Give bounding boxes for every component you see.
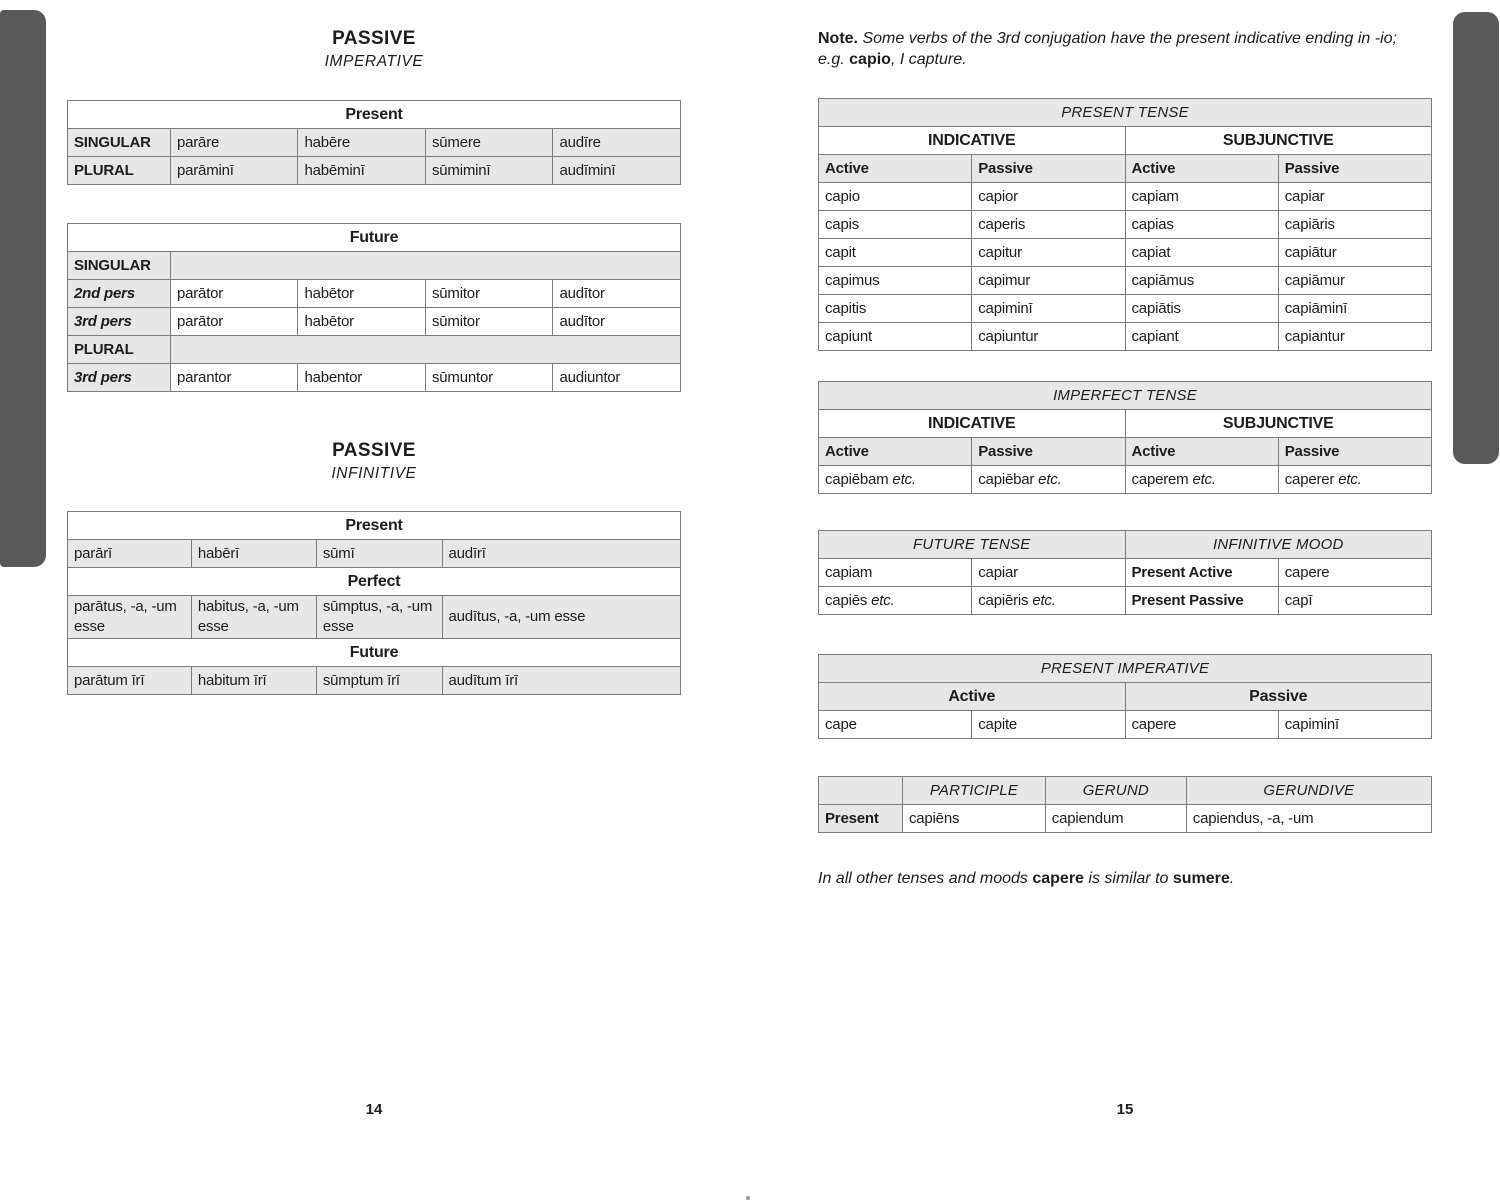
page-number-left: 14 [365,1101,383,1118]
text-segment: . [1229,870,1235,887]
table-cell: GERUND [1045,777,1186,805]
imperfect-tense-table [818,381,1432,494]
table-cell: Future [68,639,681,667]
table-row [819,323,1432,351]
table-cell [972,587,1125,615]
table-cell: capiminī [1278,711,1431,739]
text-segment: etc. [1338,470,1362,488]
table-row [819,531,1432,559]
note-line [818,28,1432,49]
table-row [819,155,1432,183]
table-row [819,211,1432,239]
table-cell: audītus, -a, -um esse [442,596,680,639]
table-row [819,183,1432,211]
table-cell [170,252,680,280]
text-segment: sumere [1172,870,1230,887]
table-cell: SINGULAR [68,129,171,157]
table-cell: INDICATIVE [819,127,1126,155]
table-cell: audīminī [553,157,681,185]
table-cell: habētor [298,280,426,308]
table-cell: Present Active [1125,559,1278,587]
table-cell: capiar [1278,183,1431,211]
table-cell: capī [1278,587,1431,615]
table-cell: sūmere [425,129,553,157]
table-row [819,127,1432,155]
text-segment: , I capture. [890,51,967,68]
table-row [68,512,681,540]
table-row [68,667,681,695]
text-segment: caperer [1284,470,1339,488]
table-cell: sūmitor [425,280,553,308]
table-cell: Active [819,155,972,183]
section-subtitle: INFINITIVE [331,465,417,482]
table-cell: Present Passive [1125,587,1278,615]
footer-note [818,868,1432,889]
table-cell: sūmī [316,540,442,568]
table-cell: SUBJUNCTIVE [1125,410,1432,438]
section-title: PASSIVE [332,440,416,461]
table-cell: capiuntur [972,323,1125,351]
passive-infinitive-table [67,511,681,695]
table-cell: capitur [972,239,1125,267]
table-cell: audītum īrī [442,667,680,695]
table-cell: capite [972,711,1125,739]
table-row [819,382,1432,410]
table-row [819,655,1432,683]
table-cell: habentor [298,364,426,392]
table-cell: habērī [191,540,316,568]
table-row [68,336,681,364]
table-cell [972,466,1125,494]
table-cell: PLURAL [68,336,171,364]
page-right [818,0,1432,1203]
table-row [819,267,1432,295]
table-row [68,224,681,252]
table-cell: Present [68,512,681,540]
table-row [68,596,681,639]
section-title: PASSIVE [332,28,416,49]
table-cell: capiāminī [1278,295,1431,323]
table-cell: capiāmus [1125,267,1278,295]
table-row [68,129,681,157]
text-segment: capiēbam [825,470,893,488]
table-row [68,101,681,129]
section-heading-passive-imperative [67,28,681,71]
table-row [819,587,1432,615]
section-subtitle: IMPERATIVE [324,53,424,70]
table-cell: parārī [68,540,192,568]
table-row [68,568,681,596]
text-segment: capio [849,51,891,68]
table-cell: caperis [972,211,1125,239]
right-page-tab [1453,12,1499,464]
table-cell: parātum īrī [68,667,192,695]
imperative-present-table [67,100,681,185]
table-row [819,295,1432,323]
table-cell: capiam [1125,183,1278,211]
table-cell: INDICATIVE [819,410,1126,438]
table-cell: capiendum [1045,805,1186,833]
table-cell: cape [819,711,972,739]
table-row [819,438,1432,466]
table-cell: parantor [170,364,298,392]
table-cell: sūmptus, -a, -um esse [316,596,442,639]
table-cell: capiminī [972,295,1125,323]
table-cell: IMPERFECT TENSE [819,382,1432,410]
table-cell: audīrī [442,540,680,568]
table-cell [170,336,680,364]
table-cell: Present [819,805,903,833]
table-cell: Passive [972,438,1125,466]
table-cell: capimus [819,267,972,295]
participle-gerund-gerundive-table [818,776,1432,833]
table-cell: capiēns [902,805,1045,833]
table-cell: Future [68,224,681,252]
table-cell: capiunt [819,323,972,351]
table-cell: parāminī [170,157,298,185]
table-cell: habitum īrī [191,667,316,695]
text-segment: e.g. [818,51,850,68]
table-cell: 2nd pers [68,280,171,308]
text-segment: capere [1032,870,1084,887]
table-cell: PARTICIPLE [902,777,1045,805]
table-cell: Passive [1278,438,1431,466]
table-cell: capiātis [1125,295,1278,323]
table-cell: habitus, -a, -um esse [191,596,316,639]
table-cell: audīre [553,129,681,157]
table-cell: parātus, -a, -um esse [68,596,192,639]
text-segment: is similar to [1083,870,1173,887]
table-cell: capiant [1125,323,1278,351]
text-segment: etc. [1038,470,1062,488]
table-cell: capiat [1125,239,1278,267]
table-cell: FUTURE TENSE [819,531,1126,559]
table-cell [1278,466,1431,494]
table-cell: Perfect [68,568,681,596]
table-row [819,711,1432,739]
table-row [68,308,681,336]
table-cell: PRESENT IMPERATIVE [819,655,1432,683]
table-row [819,683,1432,711]
future-tense-infinitive-mood-table [818,530,1432,615]
table-cell: capior [972,183,1125,211]
table-cell: 3rd pers [68,364,171,392]
table-cell: audītor [553,280,681,308]
table-row [819,466,1432,494]
text-segment: capiēbar [978,470,1039,488]
table-cell [819,587,972,615]
table-cell [1125,466,1278,494]
table-cell: capiam [819,559,972,587]
table-cell: 3rd pers [68,308,171,336]
table-cell: capitis [819,295,972,323]
table-cell: capis [819,211,972,239]
table-row [819,239,1432,267]
text-segment: Some verbs of the 3rd conjugation have the present indicative ending in -io; [858,30,1397,47]
text-segment: caperem [1131,470,1193,488]
table-cell: habēre [298,129,426,157]
table-cell: sūmptum īrī [316,667,442,695]
table-cell: sūmitor [425,308,553,336]
table-cell: sūmiminī [425,157,553,185]
table-cell: Active [1125,155,1278,183]
table-cell: habēminī [298,157,426,185]
table-cell: Active [819,683,1126,711]
table-row [68,157,681,185]
table-cell: PRESENT TENSE [819,99,1432,127]
table-cell: Present [68,101,681,129]
text-segment: In all other tenses and moods [818,870,1033,887]
table-row [819,99,1432,127]
table-row [819,559,1432,587]
table-cell: capio [819,183,972,211]
text-segment: etc. [1032,591,1056,609]
table-cell: Passive [1278,155,1431,183]
table-cell: audiuntor [553,364,681,392]
table-cell: capere [1125,711,1278,739]
table-cell: INFINITIVE MOOD [1125,531,1432,559]
left-page-tab [0,10,46,567]
text-segment: etc. [871,591,895,609]
table-cell: habētor [298,308,426,336]
table-cell: capiar [972,559,1125,587]
present-imperative-table [818,654,1432,739]
note-text [818,28,1432,70]
table-row [68,252,681,280]
table-cell: capiātur [1278,239,1431,267]
table-cell: capere [1278,559,1431,587]
table-cell: capias [1125,211,1278,239]
table-cell: GERUNDIVE [1186,777,1431,805]
present-tense-table [818,98,1432,351]
table-row [819,805,1432,833]
table-cell: SINGULAR [68,252,171,280]
table-cell: Passive [972,155,1125,183]
text-segment: Note. [818,30,858,47]
page-left [67,0,681,1203]
text-segment: etc. [1192,470,1216,488]
imperative-future-table [67,223,681,392]
table-cell: parātor [170,280,298,308]
table-cell: audītor [553,308,681,336]
table-cell: capiendus, -a, -um [1186,805,1431,833]
table-cell: capiāris [1278,211,1431,239]
table-row [68,280,681,308]
table-row [68,540,681,568]
table-cell: sūmuntor [425,364,553,392]
section-heading-passive-infinitive [67,440,681,483]
table-cell: capiantur [1278,323,1431,351]
table-cell [819,466,972,494]
table-cell: Active [1125,438,1278,466]
table-cell: Active [819,438,972,466]
text-segment: capiēris [978,591,1033,609]
table-cell: Passive [1125,683,1432,711]
table-row [68,639,681,667]
text-segment: capiēs [825,591,872,609]
table-cell: parātor [170,308,298,336]
table-cell: capit [819,239,972,267]
text-segment: etc. [892,470,916,488]
table-cell: capimur [972,267,1125,295]
note-line [818,49,1432,70]
table-row [819,777,1432,805]
table-cell: capiāmur [1278,267,1431,295]
binding-mark [746,1196,750,1200]
table-cell [819,777,903,805]
table-cell: SUBJUNCTIVE [1125,127,1432,155]
table-cell: PLURAL [68,157,171,185]
table-row [819,410,1432,438]
table-cell: parāre [170,129,298,157]
page-number-right: 15 [1116,1101,1134,1118]
table-row [68,364,681,392]
